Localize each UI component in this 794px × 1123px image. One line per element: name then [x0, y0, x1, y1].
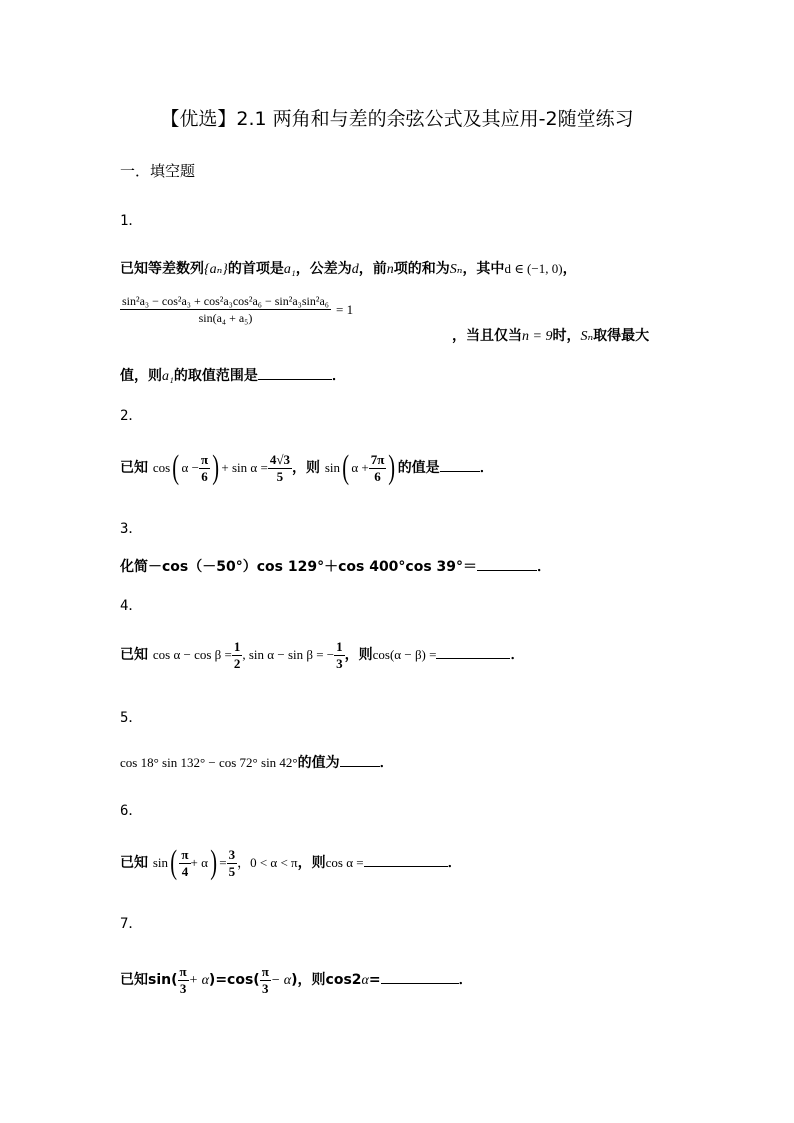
answer-blank	[258, 365, 332, 380]
q1-condition: d ∈ (−1, 0)	[504, 261, 563, 276]
q6-period: ．	[447, 855, 462, 871]
frac-numerator: 4√3	[269, 451, 290, 467]
answer-blank	[340, 752, 380, 767]
q1-text: 已知等差数列	[120, 261, 204, 277]
left-paren: (	[342, 449, 350, 486]
q6-equals: =	[219, 855, 227, 870]
q1-a1-2: a₁	[162, 369, 174, 384]
q6-sin: sin	[152, 855, 169, 870]
q1-a1: a₁	[283, 262, 296, 277]
q6-text: 已知	[120, 855, 148, 871]
q1-text: 取得最大	[593, 328, 650, 344]
frac-denominator: 6	[374, 468, 381, 484]
frac-numerator: π	[200, 451, 209, 467]
q2-text: 已知	[120, 460, 148, 476]
q4-expr-2: , sin α − sin β = −	[242, 647, 335, 662]
q1-sn-2: Sₙ	[580, 329, 594, 344]
q2-period: ．	[479, 460, 494, 476]
q2-plus-sin: + sin α =	[221, 460, 268, 475]
question-1-line-1	[120, 258, 577, 278]
question-1-line-3	[120, 365, 346, 385]
question-6-number: 6．	[120, 803, 143, 819]
page-title: 【优选】2.1 两角和与差的余弦公式及其应用-2随堂练习	[160, 108, 634, 130]
q1-text: 的首项是	[227, 261, 284, 277]
q2-pi-over-6	[199, 452, 210, 485]
frac-numerator: π	[181, 846, 189, 862]
frac-denominator: 6	[201, 468, 208, 484]
q3-period: ．	[537, 559, 552, 575]
q1-fraction-denominator: sin(a₄ + a₅)	[198, 311, 253, 325]
q7-alpha: α	[361, 973, 369, 988]
answer-blank	[477, 556, 537, 571]
q4-expr-3: cos(α − β) =	[372, 647, 437, 662]
q2-alpha-plus: α +	[351, 460, 369, 475]
q1-n9: n = 9	[522, 329, 553, 344]
right-paren: )	[388, 449, 396, 486]
frac-denominator: 4	[181, 863, 189, 879]
question-5-number: 5．	[120, 710, 143, 726]
question-1-line-2	[452, 325, 649, 345]
frac-numerator: π	[179, 963, 187, 979]
section-heading: 一．填空题	[120, 162, 196, 180]
q7-pi-over-3-b	[260, 964, 271, 997]
q2-text: ，则	[291, 460, 320, 476]
q2-7pi-over-6	[369, 452, 387, 485]
q7-minus-alpha: − α	[270, 973, 292, 988]
q6-text: ，则	[297, 855, 326, 871]
frac-numerator: 7π	[370, 451, 385, 467]
q7-equals: =	[368, 972, 381, 988]
left-paren: (	[172, 449, 180, 486]
q7-text: 已知sin(	[120, 972, 178, 988]
q6-three-fifths	[227, 847, 238, 880]
right-paren: )	[210, 844, 217, 881]
left-paren: (	[170, 844, 178, 881]
frac-numerator: 1	[233, 638, 241, 654]
q6-plus-alpha: + α	[190, 855, 208, 870]
question-4-line	[120, 633, 524, 677]
q1-text: 项的和为	[393, 261, 450, 277]
q4-text: 已知	[120, 647, 148, 663]
frac-denominator: 3	[179, 980, 187, 996]
q6-pi-over-4	[179, 847, 190, 880]
question-1-fraction	[120, 293, 353, 326]
question-5-line	[120, 752, 394, 772]
frac-denominator: 3	[336, 655, 343, 671]
q1-sequence: {aₙ}	[204, 262, 228, 277]
frac-numerator: π	[261, 963, 269, 979]
q2-rhs-fraction	[268, 452, 292, 485]
q2-cos: cos	[152, 460, 171, 475]
q1-n: n	[386, 262, 394, 277]
question-3-number: 3．	[120, 521, 143, 537]
q1-text: ，公差为	[295, 261, 352, 277]
question-2-line	[120, 443, 494, 493]
q7-text: )，则cos2	[291, 972, 362, 988]
q1-text: 的取值范围是	[173, 368, 258, 384]
q1-text: ，其中	[462, 261, 505, 277]
q5-text: 的值为	[297, 755, 340, 771]
answer-blank	[440, 457, 480, 472]
q7-period: ．	[458, 972, 473, 988]
q1-fraction	[120, 293, 331, 326]
q1-text: 时，	[552, 328, 581, 344]
q1-fraction-numerator: sin²a₃ − cos²a₃ + cos²a₃cos²a₆ − sin²a₃sin²a₆	[122, 294, 329, 308]
question-7-line	[120, 955, 473, 1006]
answer-blank	[381, 969, 459, 984]
q7-text: )=cos(	[208, 972, 260, 988]
right-paren: )	[212, 449, 220, 486]
question-1-number: 1．	[120, 213, 143, 229]
q4-expr-1: cos α − cos β =	[152, 647, 232, 662]
q1-text: ，前	[358, 261, 387, 277]
q1-text: 值，则	[120, 368, 162, 384]
question-6-line	[120, 838, 462, 888]
question-3-line	[120, 556, 551, 576]
q1-period: ．	[331, 368, 346, 384]
question-2-number: 2．	[120, 408, 143, 424]
q7-pi-over-3	[178, 964, 189, 997]
frac-denominator: 2	[233, 655, 241, 671]
answer-blank	[436, 644, 510, 659]
q2-alpha-minus: α −	[181, 460, 199, 475]
q2-text: 的值是	[397, 460, 440, 476]
q4-period: ．	[510, 647, 525, 663]
q4-one-third	[334, 639, 345, 672]
q1-text: ，	[562, 261, 577, 277]
q5-expression: cos 18° sin 132° − cos 72° sin 42°	[120, 755, 298, 770]
frac-numerator: 3	[228, 846, 236, 862]
frac-denominator: 5	[228, 863, 236, 879]
q4-text: ，则	[344, 647, 373, 663]
question-4-number: 4．	[120, 598, 143, 614]
q7-plus-alpha: + α	[188, 973, 209, 988]
q3-text: 化简－cos（－50°）cos 129°＋cos 400°cos 39°＝	[120, 559, 478, 575]
frac-denominator: 3	[262, 980, 269, 996]
q2-sin: sin	[324, 460, 340, 475]
q1-equals-one: = 1	[336, 302, 354, 317]
answer-blank	[364, 852, 448, 867]
q1-d: d	[351, 262, 359, 277]
q4-one-half	[232, 639, 243, 672]
question-7-number: 7．	[120, 916, 143, 932]
q1-text: ，当且仅当	[452, 328, 522, 344]
q5-period: ．	[379, 755, 394, 771]
frac-denominator: 5	[276, 468, 284, 484]
q6-expr: cos α =	[325, 855, 364, 870]
q1-sn: Sₙ	[449, 262, 463, 277]
frac-numerator: 1	[336, 638, 343, 654]
q6-condition: ，0 < α < π	[237, 855, 298, 870]
